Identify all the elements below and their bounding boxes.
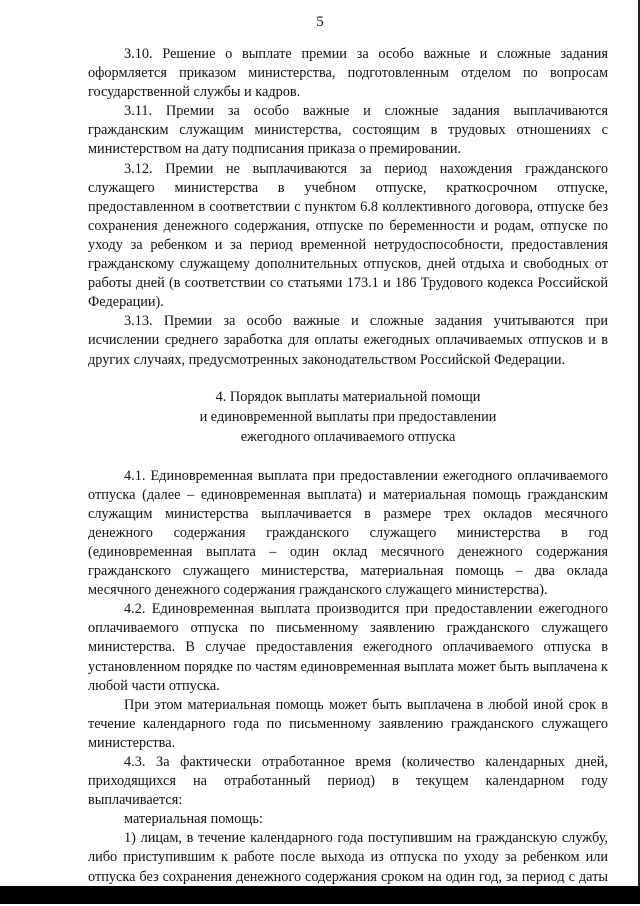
section-heading-line-2: и единовременной выплаты при предоставлении xyxy=(199,408,497,425)
paragraph-material-aid-label: материальная помощь: xyxy=(124,811,263,828)
paragraph-3-12: 3.12. Премии не выплачиваются за период нахождения гражданского служащего министерства в учебном отпуске, краткосрочном отпуске, предоставленном в соответствии с пунктом 6.8 коллективного договора, отпуске без сохранения денежного содержания, отпуске по беременности и родам, отпуске по уходу за ребенком и за период временной нетрудоспособности, предоставления гражданскому служащему дополнительных отпусков, дней отдыха и свободных от работы дней (в соответствии со статьями 173.1 и 186 Трудового кодекса Российской Федерации). xyxy=(88,160,608,311)
paragraph-4-3: 4.3. За фактически отработанное время (количество календарных дней, приходящихся на отработанный период) в текущем календарном году выплачивается: xyxy=(88,754,608,809)
section-heading-line-3: ежегодного оплачиваемого отпуска xyxy=(240,428,456,445)
paragraph-3-11: 3.11. Премии за особо важные и сложные задания выплачиваются гражданским служащим министерства, состоящим в трудовых отношениях с министерством на дату подписания приказа о премировании. xyxy=(88,103,608,158)
section-4-heading xyxy=(88,387,608,447)
page-number: 5 xyxy=(316,14,324,30)
scan-bottom-edge xyxy=(0,886,640,904)
section-heading-line-1: 4. Порядок выплаты материальной помощи xyxy=(215,388,481,405)
paragraph-4-2: 4.2. Единовременная выплата производится при предоставлении ежегодного оплачиваемого отпуска по письменному заявлению гражданского служащего министерства. В случае предоставления ежегодного оплачиваемого отпуска в установленном порядке по частям единовременная выплата может быть выплачена к любой части отпуска. xyxy=(88,601,608,694)
paragraph-3-10: 3.10. Решение о выплате премии за особо важные и сложные задания оформляется приказом министерства, подготовленным отделом по вопросам государственной службы и кадров. xyxy=(88,46,608,101)
paragraph-4-1: 4.1. Единовременная выплата при предоставлении ежегодного оплачиваемого отпуска (далее – единовременная выплата) и материальная помощь гражданским служащим министерства выплачивается в размере трех окладов месячного денежного содержания гражданского служащего министерства в год (единовременная выплата – один оклад месячного денежного содержания гражданского служащего министерства, материальная помощь – два оклада месячного денежного содержания гражданского служащего министерства). xyxy=(88,467,608,599)
document-body xyxy=(88,45,608,906)
paragraph-4-2-continued: При этом материальная помощь может быть выплачена в любой иной срок в течение календарного года по письменному заявлению гражданского служащего министерства. xyxy=(88,696,608,751)
paragraph-3-13: 3.13. Премии за особо важные и сложные задания учитываются при исчислении среднего заработка для оплаты ежегодных оплачиваемых отпусков и в других случаях, предусмотренных законодательством Российской Федерации. xyxy=(88,313,608,368)
list-item-1: 1) лицам, в течение календарного года поступившим на гражданскую службу, либо приступившим к работе после выхода из отпуска по уходу за ребенком или отпуска без сохранения денежного содержания сроком на один год, за период с даты xyxy=(88,830,608,885)
